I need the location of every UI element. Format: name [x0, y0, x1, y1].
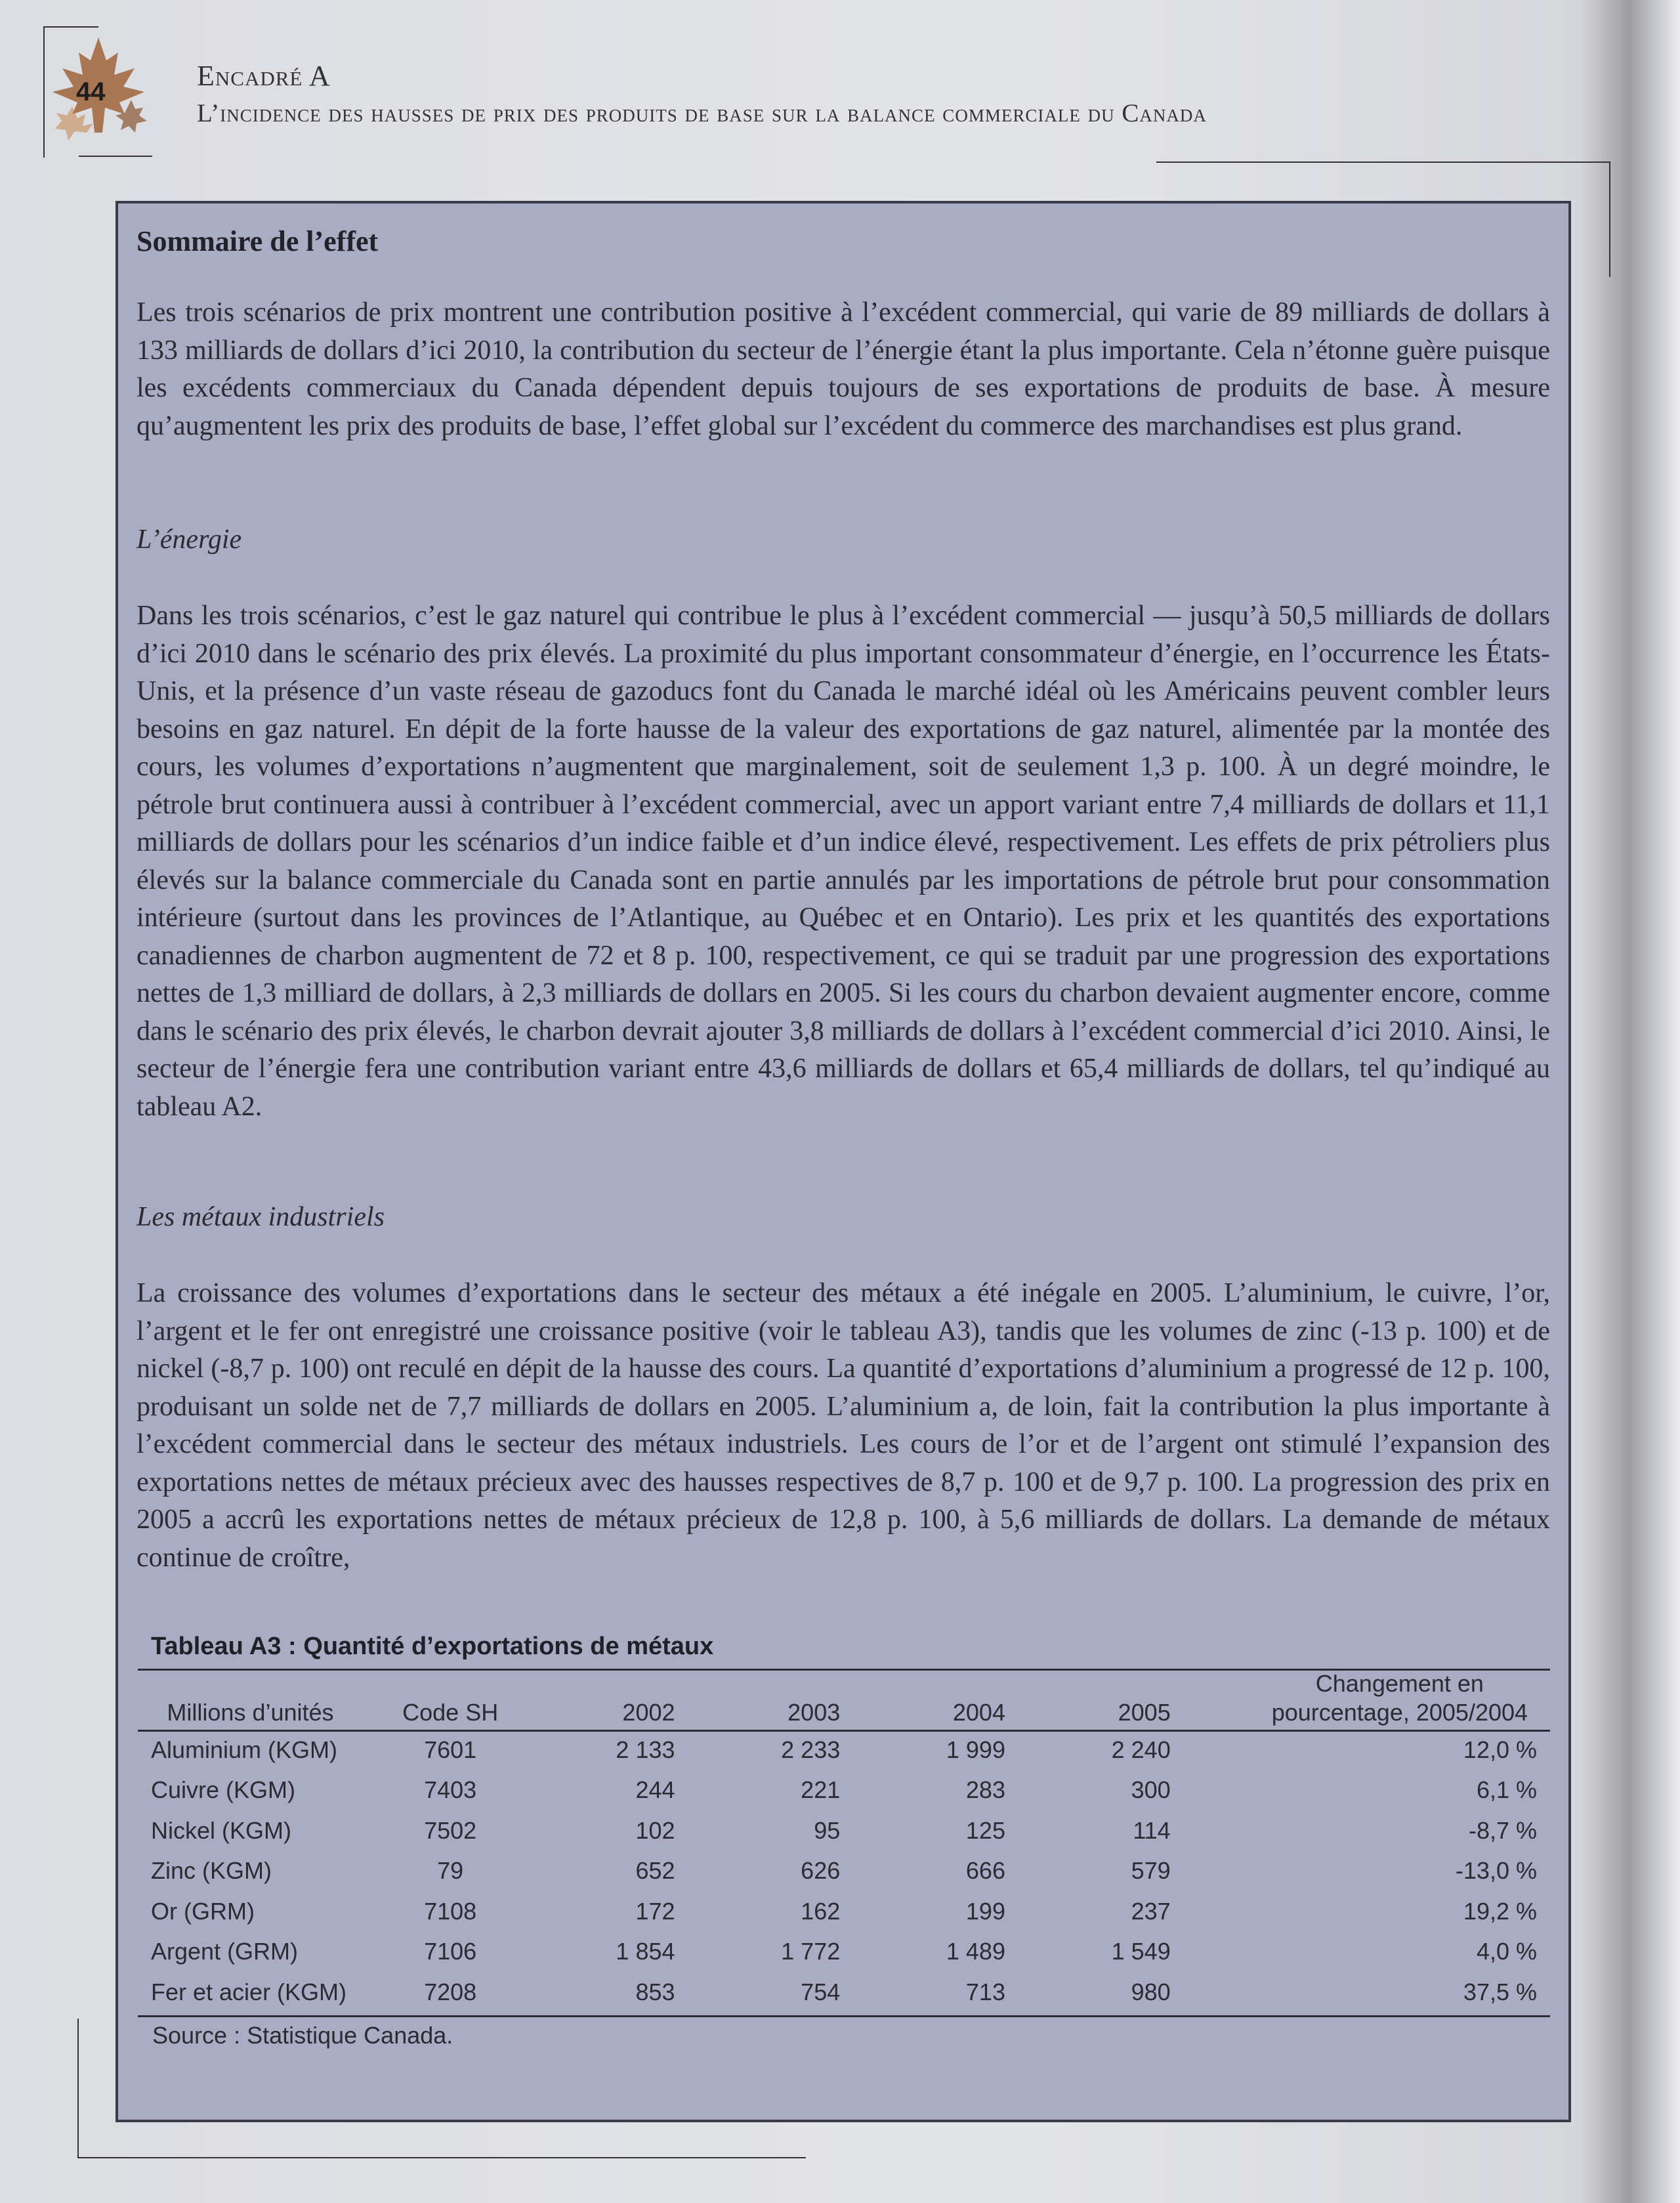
metals-table — [138, 1669, 1550, 2013]
table-cell: 1 854 — [616, 1938, 675, 1965]
corner-rule — [43, 26, 98, 28]
table-cell: 102 — [635, 1816, 675, 1844]
table-cell: 626 — [801, 1857, 841, 1885]
table-cell: 19,2 % — [1463, 1897, 1537, 1925]
corner-rule — [1156, 161, 1610, 163]
intro-paragraph: Les trois scénarios de prix montrent une contribution positive à l’excédent commercial, qui varie de 89 milliards de dollars à 133 milliards de dollars d’ici 2010, la contribution du secteur de l’énergie étant la plus importante. Cela n’étonne guère puisque les excédents commerciaux du Canada dépendent depuis toujours de ses exportations de produits de base. À mesure qu’augmentent les prix des produits de base, l’effet global sur l’excédent du commerce des marchandises est plus grand. — [136, 297, 1550, 441]
table-cell: 579 — [1131, 1857, 1171, 1885]
corner-rule — [77, 2157, 806, 2158]
table-row — [138, 1730, 1550, 1770]
metals-paragraph: La croissance des volumes d’exportations dans le secteur des métaux a été inégale en 2005. L’aluminium, le cuivre, l’or, l’argent et le fer ont enregistré une croissance positive (voir le tableau A3), tandis que les volumes de zinc (-13 p. 100) et de nickel (-8,7 p. 100) ont reculé en dépit de la hausse des cours. La quantité d’exportations d’aluminium a progressé de 12 p. 100, produisant un solde net de 7,7 milliards de dollars en 2005. L’aluminium a, de loin, fait la contribution la plus importante à l’excédent commercial dans le secteur des métaux industriels. Les cours de l’or et de l’argent ont stimulé l’expansion des exportations nettes de métaux précieux avec des hausses respectives de 8,7 p. 100 et de 9,7 p. 100. La progression des prix en 2005 a accrû les exportations nettes de métaux précieux de 12,8 p. 100, à 5,6 milliards de dollars. La demande de métaux continue de croître, — [136, 1278, 1550, 1573]
table-cell: 1 549 — [1111, 1938, 1171, 1965]
table-cell: 2 240 — [1111, 1736, 1171, 1763]
table-cell: 1 999 — [946, 1736, 1005, 1763]
table-cell: 37,5 % — [1463, 1978, 1537, 2005]
table-header-row — [138, 1669, 1550, 1730]
column-header: Changement en pourcentage, 2005/2004 — [1271, 1670, 1528, 1726]
table-cell: -13,0 % — [1455, 1857, 1537, 1885]
table-row — [138, 1891, 1550, 1932]
table-cell: Or (GRM) — [151, 1897, 255, 1925]
column-header: 2003 — [788, 1699, 841, 1726]
table-bottom-rule — [138, 2015, 1550, 2017]
box-heading: Sommaire de l’effet — [136, 225, 379, 257]
table-cell: 199 — [965, 1897, 1005, 1925]
corner-rule — [1609, 161, 1610, 277]
table-row — [138, 1851, 1550, 1892]
energy-paragraph: Dans les trois scénarios, c’est le gaz naturel qui contribue le plus à l’excédent commercial — jusqu’à 50,5 milliards de dollars d’ici 2010 dans le scénario des prix élevés. La proximité du plus important consommateur d’énergie, en l’occurrence les États-Unis, et la présence d’un vaste réseau de gazoducs font du Canada le marché idéal où les Américains peuvent combler leurs besoins en gaz naturel. En dépit de la forte hausse de la valeur des exportations de gaz naturel, alimentée par la montée des cours, les volumes d’exportations n’augmentent que marginalement, soit de seulement 1,3 p. 100. À un degré moindre, le pétrole brut continuera aussi à contribuer à l’excédent commercial, avec un apport variant entre 7,4 milliards de dollars et 11,1 milliards de dollars pour les scénarios d’un indice faible et d’un indice élevé, respectivement. Les effets de prix pétroliers plus élevés sur la balance commerciale du Canada sont en partie annulés par les importations de pétrole brut pour consommation intérieure (surtout dans les provinces de l’Atlantique, au Québec et en Ontario). Les prix et les quantités des exportations canadiennes de charbon augmentent de 72 et 8 p. 100, respectivement, ce qui se traduit par une progression des exportations nettes de 1,3 milliard de dollars, à 2,3 milliards de dollars en 2005. Si les cours du charbon devaient augmenter encore, comme dans le scénario des prix élevés, le charbon devrait ajouter 3,8 milliards de dollars à l’excédent commercial d’ici 2010. Ainsi, le secteur de l’énergie fera une contribution variant entre 43,6 milliards de dollars et 65,4 milliards de dollars, tel qu’indiqué au tableau A2. — [136, 601, 1550, 1122]
table-header-rule — [138, 1730, 1550, 1732]
table-cell: 6,1 % — [1476, 1776, 1537, 1804]
section-kicker: Encadré A — [197, 60, 331, 92]
table-cell: 7502 — [424, 1816, 477, 1844]
table-cell: 114 — [1133, 1816, 1171, 1844]
table-cell: 754 — [801, 1978, 841, 2005]
summary-box — [116, 201, 1571, 2122]
table-row — [138, 1932, 1550, 1973]
table-cell: 4,0 % — [1476, 1938, 1537, 1965]
table-cell: 125 — [965, 1816, 1005, 1844]
table-row — [138, 1770, 1550, 1811]
table-cell: 7106 — [424, 1938, 477, 1965]
table-cell: 162 — [801, 1897, 841, 1925]
table-cell: 1 489 — [946, 1938, 1005, 1965]
table-cell: 221 — [801, 1776, 841, 1804]
column-header: Code SH — [402, 1699, 499, 1726]
corner-rule — [79, 156, 152, 157]
table-cell: 7601 — [424, 1736, 477, 1763]
table-cell: 1 772 — [781, 1938, 841, 1965]
table-cell: Zinc (KGM) — [151, 1857, 272, 1885]
table-row — [138, 1972, 1550, 2013]
table-cell: 283 — [965, 1776, 1005, 1804]
page-number: 44 — [76, 77, 106, 106]
table-cell: Aluminium (KGM) — [151, 1736, 338, 1763]
column-header: Millions d’unités — [167, 1699, 334, 1726]
table-cell: 2 233 — [781, 1736, 841, 1763]
table-cell: 980 — [1131, 1978, 1171, 2005]
table-cell: 79 — [437, 1857, 464, 1885]
table-cell: 7208 — [424, 1978, 477, 2005]
table-cell: 2 133 — [616, 1736, 675, 1763]
table-cell: Nickel (KGM) — [151, 1816, 291, 1844]
energy-subheading: L’énergie — [136, 524, 242, 555]
table-cell: 853 — [635, 1978, 675, 2005]
column-header: 2004 — [952, 1699, 1005, 1726]
metals-subheading: Les métaux industriels — [136, 1202, 385, 1232]
table-row — [138, 1810, 1550, 1851]
column-header: 2005 — [1118, 1699, 1171, 1726]
section-title: L’incidence des hausses de prix des produits de base sur la balance commerciale du Canada — [197, 99, 1207, 127]
table-source: Source : Statistique Canada. — [152, 2022, 453, 2049]
table-cell: -8,7 % — [1468, 1816, 1537, 1844]
table-cell: 713 — [965, 1978, 1005, 2005]
table-cell: 652 — [635, 1857, 675, 1885]
table-cell: 7403 — [424, 1776, 477, 1804]
table-cell: Cuivre (KGM) — [151, 1776, 296, 1804]
table-body — [138, 1730, 1550, 2013]
table-cell: Argent (GRM) — [151, 1938, 299, 1965]
table-cell: 244 — [635, 1776, 675, 1804]
table-cell: 666 — [965, 1857, 1005, 1885]
table-cell: 7108 — [424, 1897, 477, 1925]
table-cell: 12,0 % — [1463, 1736, 1537, 1763]
table-cell: 172 — [635, 1897, 675, 1925]
table-cell: 237 — [1131, 1897, 1171, 1925]
corner-rule — [43, 26, 45, 158]
table-title: Tableau A3 : Quantité d’exportations de métaux — [151, 1633, 714, 1660]
table-cell: 95 — [814, 1816, 841, 1844]
table-cell: 300 — [1131, 1776, 1171, 1804]
table-cell: Fer et acier (KGM) — [151, 1978, 347, 2005]
corner-rule — [77, 2019, 79, 2158]
column-header: 2002 — [622, 1699, 675, 1726]
